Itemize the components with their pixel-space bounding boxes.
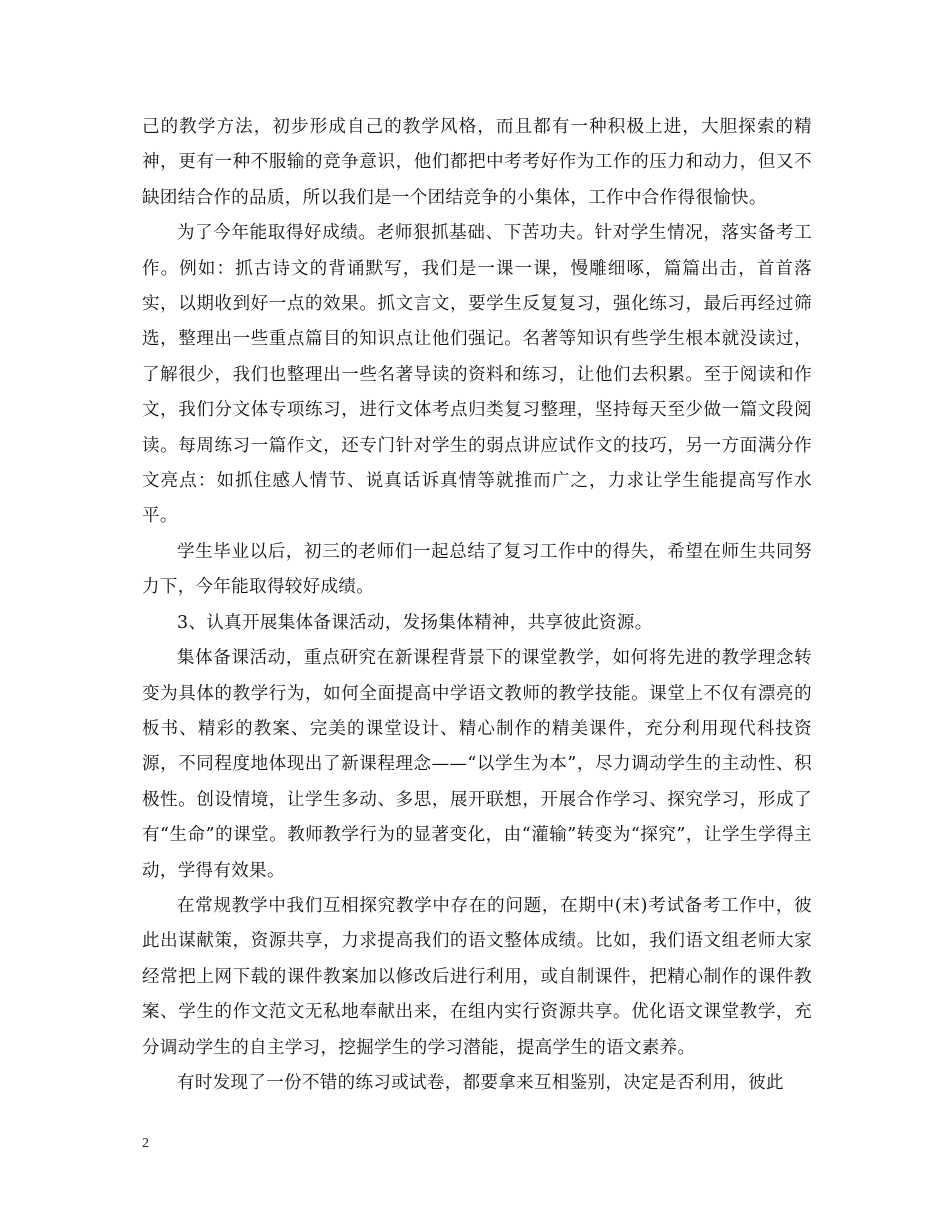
paragraph: 有时发现了一份不错的练习或试卷，都要拿来互相鉴别，决定是否利用，彼此	[177, 1072, 784, 1093]
section-heading: 3、认真开展集体备课活动，发扬集体精神，共享彼此资源。	[177, 612, 653, 633]
document-body	[142, 110, 812, 1101]
paragraph: 集体备课活动，重点研究在新课程背景下的课堂教学，如何将先进的教学理念转变为具体的教学行为，如何全面提高中学语文教师的教学技能。课堂上不仅有漂亮的板书、精彩的教案、完美的课堂设计、精心制作的精美课件，充分利用现代科技资源，不同程度地体现出了新课程理念——“以学生为本”，尽力调动学生的主动性、积极性。创设情境，让学生多动、多思，展开联想，开展合作学习、探究学习，形成了有“生命”的课堂。教师教学行为的显著变化，由“灌输”转变为“探究”，让学生学得主动，学得有效果。	[142, 648, 812, 881]
paragraph: 为了今年能取得好成绩。老师狠抓基础、下苦功夫。针对学生情况，落实备考工作。例如：抓古诗文的背诵默写，我们是一课一课，慢雕细啄，篇篇出击，首首落实，以期收到好一点的效果。抓文言文，要学生反复复习，强化练习，最后再经过筛选，整理出一些重点篇目的知识点让他们强记。名著等知识有些学生根本就没读过，了解很少，我们也整理出一些名著导读的资料和练习，让他们去积累。至于阅读和作文，我们分文体专项练习，进行文体考点归类复习整理，坚持每天至少做一篇文段阅读。每周练习一篇作文，还专门针对学生的弱点讲应试作文的技巧，另一方面满分作文亮点：如抓住感人情节、说真话诉真情等就推而广之，力求让学生能提高写作水平。	[142, 223, 812, 527]
page-number: 2	[142, 1136, 149, 1151]
paragraph: 在常规教学中我们互相探究教学中存在的问题，在期中(末)考试备考工作中，彼此出谋献策，资源共享，力求提高我们的语文整体成绩。比如，我们语文组老师大家经常把上网下载的课件教案加以修改后进行利用，或自制课件，把精心制作的课件教案、学生的作文范文无私地奉献出来，在组内实行资源共享。优化语文课堂教学，充分调动学生的自主学习，挖掘学生的学习潜能，提高学生的语文素养。	[142, 895, 812, 1058]
paragraph: 己的教学方法，初步形成自己的教学风格，而且都有一种积极上进，大胆探索的精神，更有一种不服输的竞争意识，他们都把中考考好作为工作的压力和动力，但又不缺团结合作的品质，所以我们是一个团结竞争的小集体，工作中合作得很愉快。	[142, 117, 812, 208]
paragraph: 学生毕业以后，初三的老师们一起总结了复习工作中的得失，希望在师生共同努力下，今年能取得较好成绩。	[142, 541, 812, 598]
